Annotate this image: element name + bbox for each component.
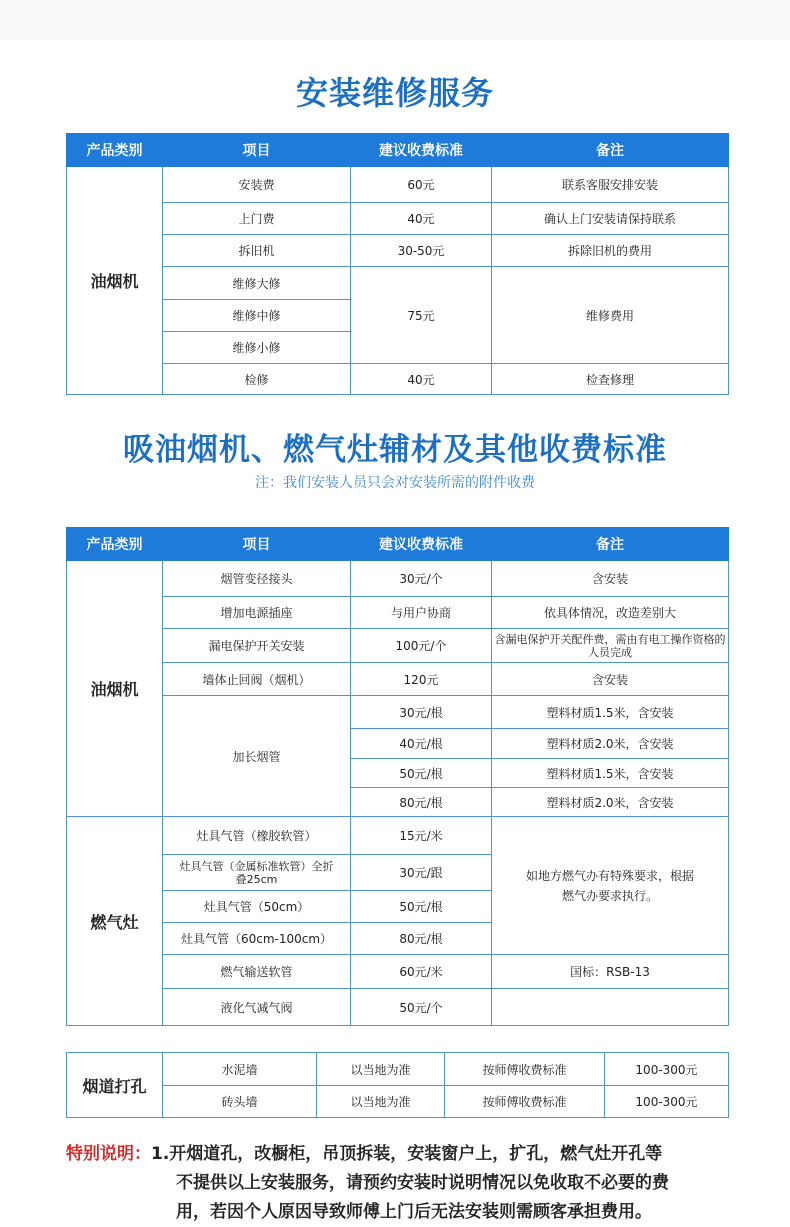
col-header-price: 建议收费标准	[351, 134, 492, 167]
special-text-2: 不提供以上安装服务，请预约安装时说明情况以免收取不必要的费	[176, 1173, 669, 1193]
price-cell: 60元	[351, 167, 492, 203]
item-cell: 灶具气管（橡胶软管）	[163, 817, 351, 855]
col-header-note: 备注	[492, 528, 729, 561]
price-cell: 30元/跟	[351, 855, 492, 891]
item-cell: 灶具气管（60cm-100cm）	[163, 923, 351, 955]
table-row	[67, 1053, 729, 1086]
note-cell: 如地方燃气办有特殊要求，根据燃气办要求执行。	[492, 817, 729, 955]
table-row	[67, 629, 729, 663]
price-cell: 30-50元	[351, 235, 492, 267]
table-row	[67, 955, 729, 989]
standard-cell: 按师傅收费标准	[445, 1053, 605, 1086]
item-cell: 漏电保护开关安装	[163, 629, 351, 663]
price-cell: 100元/个	[351, 629, 492, 663]
price-cell: 100-300元	[605, 1053, 729, 1086]
item-cell: 检修	[163, 364, 351, 395]
table-row	[67, 561, 729, 597]
col-header-category: 产品类别	[67, 528, 163, 561]
col-header-category: 产品类别	[67, 134, 163, 167]
table-row	[67, 203, 729, 235]
price-cell: 40元	[351, 203, 492, 235]
note-cell: 依具体情况，改造差别大	[492, 597, 729, 629]
note-cell: 联系客服安排安装	[492, 167, 729, 203]
price-cell: 15元/米	[351, 817, 492, 855]
price-cell: 30元/根	[351, 696, 492, 729]
note-cell: 维修费用	[492, 267, 729, 364]
item-cell: 维修中修	[163, 300, 351, 332]
col-header-note: 备注	[492, 134, 729, 167]
price-cell: 100-300元	[605, 1086, 729, 1118]
price-cell: 与用户协商	[351, 597, 492, 629]
note-cell: 确认上门安装请保持联系	[492, 203, 729, 235]
price-cell: 50元/个	[351, 989, 492, 1026]
price-cell: 40元	[351, 364, 492, 395]
item-cell: 维修小修	[163, 332, 351, 364]
note-cell: 塑料材质1.5米，含安装	[492, 759, 729, 788]
flue-drilling-table	[66, 1052, 729, 1118]
wall-cell: 砖头墙	[163, 1086, 317, 1118]
item-cell: 燃气输送软管	[163, 955, 351, 989]
item-cell: 灶具气管（金属标准软管）全折叠25cm	[163, 855, 351, 891]
note-cell: 塑料材质1.5米，含安装	[492, 696, 729, 729]
table-row	[67, 663, 729, 696]
standard-cell: 按师傅收费标准	[445, 1086, 605, 1118]
special-notice	[66, 1140, 746, 1227]
table-row	[67, 235, 729, 267]
price-cell: 75元	[351, 267, 492, 364]
note-cell: 拆除旧机的费用	[492, 235, 729, 267]
basis-cell: 以当地为准	[317, 1053, 445, 1086]
basis-cell: 以当地为准	[317, 1086, 445, 1118]
item-cell: 烟管变径接头	[163, 561, 351, 597]
price-cell: 50元/根	[351, 759, 492, 788]
category-cell: 油烟机	[67, 167, 163, 395]
table-row	[67, 167, 729, 203]
price-cell: 120元	[351, 663, 492, 696]
item-cell: 上门费	[163, 203, 351, 235]
table-row	[67, 597, 729, 629]
note-cell: 塑料材质2.0米，含安装	[492, 729, 729, 759]
note-cell	[492, 989, 729, 1026]
table-row	[67, 817, 729, 855]
price-cell: 80元/根	[351, 788, 492, 817]
item-cell: 维修大修	[163, 267, 351, 300]
item-cell: 加长烟管	[163, 696, 351, 817]
table-row	[67, 364, 729, 395]
wall-cell: 水泥墙	[163, 1053, 317, 1086]
table-row	[67, 1086, 729, 1118]
item-cell: 液化气减气阀	[163, 989, 351, 1026]
table-row	[67, 696, 729, 729]
price-cell: 60元/米	[351, 955, 492, 989]
install-service-table	[66, 133, 729, 395]
col-header-item: 项目	[163, 134, 351, 167]
item-cell: 拆旧机	[163, 235, 351, 267]
note-cell: 含漏电保护开关配件费，需由有电工操作资格的人员完成	[492, 629, 729, 663]
note-cell: 含安装	[492, 561, 729, 597]
item-cell: 墙体止回阀（烟机）	[163, 663, 351, 696]
accessory-fee-table	[66, 527, 729, 1026]
note-cell: 检查修理	[492, 364, 729, 395]
price-cell: 40元/根	[351, 729, 492, 759]
price-cell: 50元/根	[351, 891, 492, 923]
table-row	[67, 267, 729, 300]
item-cell: 增加电源插座	[163, 597, 351, 629]
category-cell: 烟道打孔	[67, 1053, 163, 1118]
special-text-3: 用，若因个人原因导致师傅上门后无法安装则需顾客承担费用。	[176, 1202, 652, 1222]
col-header-item: 项目	[163, 528, 351, 561]
col-header-price: 建议收费标准	[351, 528, 492, 561]
note-cell: 国标：RSB-13	[492, 955, 729, 989]
table-row	[67, 989, 729, 1026]
note-cell: 含安装	[492, 663, 729, 696]
note-cell: 塑料材质2.0米，含安装	[492, 788, 729, 817]
top-band	[0, 0, 790, 40]
special-label: 特别说明：	[66, 1144, 151, 1164]
category-cell: 燃气灶	[67, 817, 163, 1026]
special-line-1	[66, 1140, 746, 1169]
section2-note: 注：我们安装人员只会对安装所需的附件收费	[255, 475, 535, 491]
price-cell: 30元/个	[351, 561, 492, 597]
section2-title: 吸油烟机、燃气灶辅材及其他收费标准	[123, 432, 667, 468]
section1-title: 安装维修服务	[295, 74, 494, 112]
special-text-1: 1.开烟道孔，改橱柜，吊顶拆装，安装窗户上，扩孔，燃气灶开孔等	[151, 1144, 663, 1164]
category-cell: 油烟机	[67, 561, 163, 817]
item-cell: 安装费	[163, 167, 351, 203]
price-cell: 80元/根	[351, 923, 492, 955]
item-cell: 灶具气管（50cm）	[163, 891, 351, 923]
